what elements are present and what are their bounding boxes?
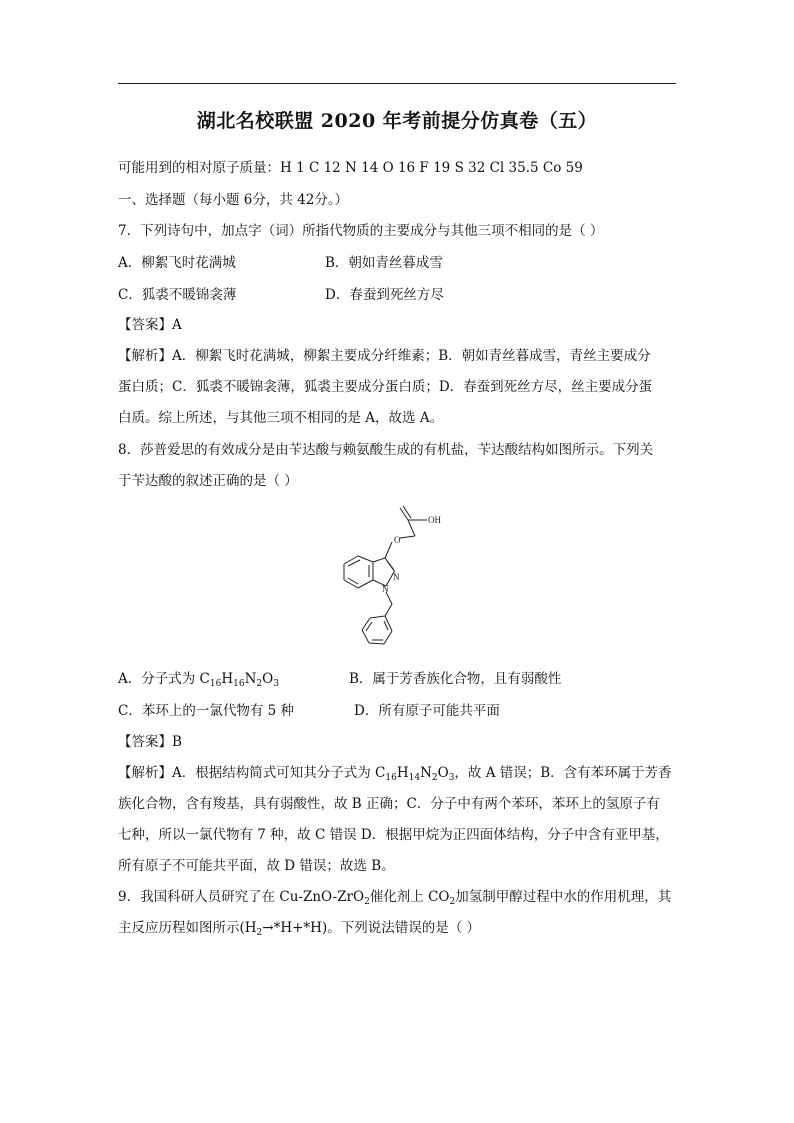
page-title: 湖北名校联盟 2020 年考前提分仿真卷（五） bbox=[196, 110, 598, 132]
q8-analysis-line: 七种，所以一氯代物有 7 种，故 C 错误 D．根据甲烷为正四面体结构，分子中含有亚甲基， bbox=[118, 827, 669, 843]
bendazac-structure-diagram bbox=[330, 500, 470, 650]
section-heading: 一、选择题（每小题 6分，共 42分。） bbox=[118, 192, 349, 208]
q8-option-b: B．属于芳香族化合物，且有弱酸性 bbox=[349, 671, 562, 687]
q8-option-c: C．苯环上的一氯代物有 5 种 bbox=[118, 703, 295, 719]
benzyl-n-label: N bbox=[382, 584, 389, 594]
q8-answer: 【答案】B bbox=[118, 734, 182, 750]
q7-analysis-line: 白质。综上所述，与其他三项不相同的是 A，故选 A。 bbox=[118, 410, 444, 426]
q7-analysis-line: 蛋白质；C．狐裘不暖锦衾薄，狐裘主要成分蛋白质；D．春蚕到死丝方尽，丝主要成分蛋 bbox=[118, 379, 653, 395]
q7-option-b: B．朝如青丝暮成雪 bbox=[325, 255, 443, 271]
q8-stem-line: 8．莎普爱思的有效成分是由苄达酸与赖氨酸生成的有机盐，苄达酸结构如图所示。下列关 bbox=[118, 442, 654, 458]
q7-option-c: C．狐裘不暖锦衾薄 bbox=[118, 287, 237, 303]
ether-o-label: O bbox=[394, 535, 401, 545]
q8-option-d: D．所有原子可能共平面 bbox=[354, 703, 500, 719]
q8-analysis-line: 族化合物，含有羧基，具有弱酸性，故 B 正确；C．分子中有两个苯环，苯环上的氢原子有 bbox=[118, 796, 660, 812]
q7-option-a: A．柳絮飞时花满城 bbox=[118, 255, 236, 271]
q8-option-a: A．分子式为 $C_{16}H_{16}N_2O_3$ bbox=[118, 671, 279, 689]
atomic-masses: 可能用到的相对原子质量：H 1 C 12 N 14 O 16 F 19 S 32 Cl 35.5 Co 59 bbox=[118, 160, 583, 176]
q7-option-d: D．春蚕到死丝方尽 bbox=[325, 287, 444, 303]
q7-stem: 7．下列诗句中，加点字（词）所指代物质的主要成分与其他三项不相同的是（ ） bbox=[118, 223, 604, 239]
q8-analysis-line: 所有原子不可能共平面，故 D 错误；故选 B。 bbox=[118, 858, 395, 874]
structure-bonds bbox=[344, 506, 427, 644]
q8-stem-line: 于苄达酸的叙述正确的是（ ） bbox=[118, 473, 298, 489]
q9-stem-line: 9．我国科研人员研究了在 Cu-ZnO-ZrO$_2$催化剂上 $CO_2$加氢制甲醇过程中水的作用机理，其 bbox=[118, 889, 672, 907]
q9-stem-line: 主反应历程如图所示$(H_2\to*H+*H)$。下列说法错误的是（ ） bbox=[118, 920, 481, 938]
q7-analysis-line: 【解析】A．柳絮飞时花满城，柳絮主要成分纤维素；B．朝如青丝暮成雪，青丝主要成分 bbox=[118, 348, 651, 364]
q7-answer: 【答案】A bbox=[118, 317, 182, 333]
q8-analysis-line: 【解析】A．根据结构简式可知其分子式为 $C_{16}H_{14}N_2O_3$，故 A 错误；B．含有苯环属于芳香 bbox=[118, 765, 672, 783]
ring-n-label: N bbox=[393, 572, 400, 582]
oh-label: OH bbox=[428, 515, 441, 525]
header-rule bbox=[118, 83, 676, 84]
